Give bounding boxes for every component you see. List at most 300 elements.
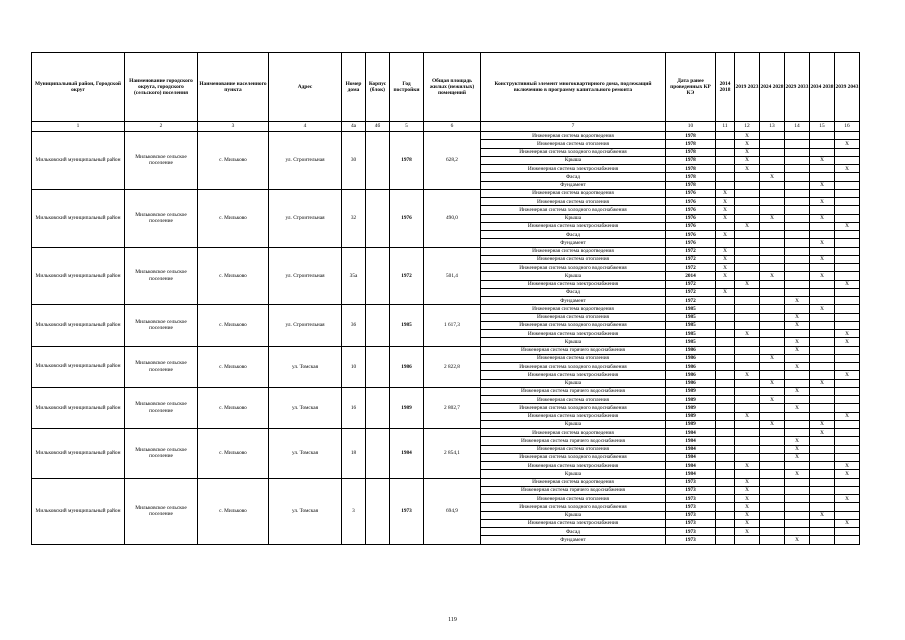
period-mark-cell (735, 396, 760, 404)
period-mark-cell (760, 132, 785, 140)
period-mark-cell (716, 445, 735, 453)
period-mark-cell (716, 486, 735, 494)
house-number-cell: 30 (342, 132, 366, 190)
prev-repair-date-cell: 1973 (666, 511, 716, 519)
district-cell: Мильковский муниципальный район (32, 478, 125, 544)
period-mark-cell (760, 297, 785, 305)
period-mark-cell (835, 528, 860, 536)
prev-repair-date-cell: 1985 (666, 338, 716, 346)
prev-repair-date-cell: 1976 (666, 231, 716, 239)
house-number-cell: 36 (342, 305, 366, 346)
period-mark-cell (835, 297, 860, 305)
prev-repair-date-cell: 1973 (666, 495, 716, 503)
district-cell: Мильковский муниципальный район (32, 247, 125, 305)
period-mark-cell: X (810, 198, 835, 206)
element-name-cell: Инженерная система водоотведения (481, 305, 666, 313)
period-mark-cell (760, 371, 785, 379)
period-mark-cell (716, 363, 735, 371)
element-name-cell: Инженерная система электроснабжения (481, 412, 666, 420)
period-mark-cell (735, 239, 760, 247)
column-number: 4 (269, 122, 342, 132)
street-cell: ул. Томская (269, 429, 342, 479)
period-mark-cell (785, 495, 810, 503)
period-mark-cell (810, 437, 835, 445)
column-number: 4б (366, 122, 390, 132)
period-mark-cell (760, 280, 785, 288)
period-mark-cell (735, 198, 760, 206)
period-mark-cell (716, 519, 735, 527)
house-number-cell: 10 (342, 346, 366, 387)
settlement-cell: Мильковское сельское поселение (125, 387, 198, 428)
prev-repair-date-cell: 1972 (666, 255, 716, 263)
column-number: 3 (198, 122, 269, 132)
district-cell: Мильковский муниципальный район (32, 387, 125, 428)
period-mark-cell: X (716, 288, 735, 296)
period-mark-cell: X (835, 462, 860, 470)
period-mark-cell (760, 321, 785, 329)
element-name-cell: Инженерная система горячего водоснабжения (481, 346, 666, 354)
period-mark-cell (810, 486, 835, 494)
element-name-cell: Инженерная система холодного водоснабжения (481, 264, 666, 272)
locality-cell: с. Мильково (198, 429, 269, 479)
period-mark-cell: X (716, 198, 735, 206)
period-mark-cell (735, 272, 760, 280)
building-cell (366, 305, 390, 346)
period-mark-cell (716, 470, 735, 478)
period-mark-cell (785, 528, 810, 536)
period-mark-cell (760, 503, 785, 511)
period-mark-cell (835, 313, 860, 321)
period-mark-cell (716, 321, 735, 329)
period-mark-cell (716, 396, 735, 404)
period-mark-cell (835, 148, 860, 156)
period-mark-cell (760, 206, 785, 214)
period-mark-cell (785, 132, 810, 140)
period-mark-cell (785, 371, 810, 379)
table-row (32, 247, 860, 255)
period-mark-cell (716, 379, 735, 387)
period-mark-cell: X (810, 429, 835, 437)
period-mark-cell (785, 148, 810, 156)
prev-repair-date-cell: 1976 (666, 189, 716, 197)
period-mark-cell (785, 264, 810, 272)
period-mark-cell: X (785, 470, 810, 478)
period-mark-cell (835, 354, 860, 362)
period-mark-cell (810, 462, 835, 470)
build-year-cell: 1989 (390, 387, 424, 428)
settlement-cell: Мильковское сельское поселение (125, 478, 198, 544)
period-mark-cell: X (735, 140, 760, 148)
area-cell: 694,9 (424, 478, 481, 544)
column-number: 10 (666, 122, 716, 132)
building-cell (366, 387, 390, 428)
street-cell: ул. Строительная (269, 132, 342, 190)
element-name-cell: Инженерная система отопления (481, 445, 666, 453)
element-name-cell: Инженерная система горячего водоснабжения (481, 387, 666, 395)
build-year-cell: 1985 (390, 305, 424, 346)
period-mark-cell (835, 321, 860, 329)
period-mark-cell (785, 503, 810, 511)
period-mark-cell (760, 288, 785, 296)
period-mark-cell: X (835, 222, 860, 230)
period-mark-cell (760, 346, 785, 354)
period-mark-cell: X (716, 272, 735, 280)
period-mark-cell: X (716, 206, 735, 214)
prev-repair-date-cell: 1973 (666, 478, 716, 486)
period-mark-cell (785, 396, 810, 404)
period-mark-cell (716, 297, 735, 305)
period-mark-cell (735, 247, 760, 255)
period-mark-cell: X (785, 445, 810, 453)
build-year-cell: 1986 (390, 346, 424, 387)
period-mark-cell (760, 156, 785, 164)
settlement-cell: Мильковское сельское поселение (125, 305, 198, 346)
header-settlement: Наименование городского округа, городского (сельского) поселения (125, 53, 198, 122)
period-mark-cell (785, 330, 810, 338)
period-mark-cell (835, 404, 860, 412)
building-cell (366, 132, 390, 190)
period-mark-cell (785, 239, 810, 247)
period-mark-cell (785, 272, 810, 280)
prev-repair-date-cell: 1978 (666, 148, 716, 156)
period-mark-cell (810, 346, 835, 354)
period-mark-cell (716, 495, 735, 503)
prev-repair-date-cell: 1978 (666, 165, 716, 173)
header-address: Адрес (269, 53, 342, 122)
column-number: 15 (810, 122, 835, 132)
period-mark-cell (810, 478, 835, 486)
element-name-cell: Инженерная система электроснабжения (481, 519, 666, 527)
period-mark-cell (785, 206, 810, 214)
street-cell: ул. Томская (269, 387, 342, 428)
period-mark-cell: X (735, 528, 760, 536)
prev-repair-date-cell: 1976 (666, 239, 716, 247)
element-name-cell: Инженерная система холодного водоснабжения (481, 148, 666, 156)
period-mark-cell (716, 330, 735, 338)
period-mark-cell: X (785, 313, 810, 321)
prev-repair-date-cell: 1984 (666, 470, 716, 478)
period-mark-cell (835, 189, 860, 197)
period-mark-cell: X (735, 132, 760, 140)
period-mark-cell: X (716, 189, 735, 197)
period-mark-cell: X (785, 437, 810, 445)
house-number-cell: 18 (342, 429, 366, 479)
period-mark-cell (735, 181, 760, 189)
period-mark-cell: X (735, 412, 760, 420)
element-name-cell: Инженерная система отопления (481, 198, 666, 206)
element-name-cell: Инженерная система горячего водоснабжения (481, 437, 666, 445)
period-mark-cell (716, 165, 735, 173)
period-mark-cell (785, 462, 810, 470)
period-mark-cell (810, 148, 835, 156)
period-mark-cell (835, 420, 860, 428)
period-mark-cell: X (760, 420, 785, 428)
street-cell: ул. Томская (269, 346, 342, 387)
period-mark-cell (760, 222, 785, 230)
element-name-cell: Инженерная система отопления (481, 354, 666, 362)
period-mark-cell (760, 330, 785, 338)
prev-repair-date-cell: 2014 (666, 272, 716, 280)
element-name-cell: Фундамент (481, 239, 666, 247)
period-mark-cell (835, 132, 860, 140)
prev-repair-date-cell: 1984 (666, 429, 716, 437)
header-element: Конструктивный элемент многоквартирного дома, подлежащий включению в программу капитального ремонта (481, 53, 666, 122)
element-name-cell: Инженерная система отопления (481, 255, 666, 263)
period-mark-cell (785, 231, 810, 239)
period-mark-cell (760, 363, 785, 371)
column-number-row (32, 122, 860, 132)
column-number: 4а (342, 122, 366, 132)
house-number-cell: 3 (342, 478, 366, 544)
period-mark-cell (716, 239, 735, 247)
period-mark-cell: X (735, 222, 760, 230)
street-cell: ул. Строительная (269, 189, 342, 247)
table-row (32, 305, 860, 313)
period-mark-cell (735, 288, 760, 296)
element-name-cell: Инженерная система электроснабжения (481, 330, 666, 338)
period-mark-cell: X (716, 247, 735, 255)
area-cell: 2 822,8 (424, 346, 481, 387)
period-mark-cell (785, 181, 810, 189)
period-mark-cell (835, 453, 860, 461)
period-mark-cell: X (810, 239, 835, 247)
period-mark-cell (760, 478, 785, 486)
period-mark-cell: X (835, 412, 860, 420)
district-cell: Мильковский муниципальный район (32, 305, 125, 346)
period-mark-cell (716, 222, 735, 230)
period-mark-cell (810, 330, 835, 338)
element-name-cell: Фасад (481, 528, 666, 536)
period-mark-cell (735, 338, 760, 346)
period-mark-cell (835, 379, 860, 387)
period-mark-cell (810, 280, 835, 288)
element-name-cell: Инженерная система электроснабжения (481, 222, 666, 230)
period-mark-cell (810, 536, 835, 544)
period-mark-cell (810, 173, 835, 181)
period-mark-cell (760, 148, 785, 156)
element-name-cell: Фасад (481, 231, 666, 239)
area-cell: 2 854,1 (424, 429, 481, 479)
period-mark-cell: X (785, 363, 810, 371)
period-mark-cell (760, 404, 785, 412)
period-mark-cell (735, 305, 760, 313)
prev-repair-date-cell: 1986 (666, 354, 716, 362)
period-mark-cell (810, 503, 835, 511)
period-mark-cell (785, 173, 810, 181)
period-mark-cell (785, 255, 810, 263)
element-name-cell: Фасад (481, 173, 666, 181)
prev-repair-date-cell: 1973 (666, 528, 716, 536)
period-mark-cell (760, 445, 785, 453)
prev-repair-date-cell: 1985 (666, 313, 716, 321)
period-mark-cell (760, 239, 785, 247)
header-period-6: 2039 2043 (835, 53, 860, 122)
period-mark-cell (835, 429, 860, 437)
period-mark-cell (835, 156, 860, 164)
period-mark-cell (760, 198, 785, 206)
period-mark-cell (835, 346, 860, 354)
period-mark-cell (785, 140, 810, 148)
period-mark-cell (835, 486, 860, 494)
period-mark-cell (735, 470, 760, 478)
period-mark-cell (810, 453, 835, 461)
element-name-cell: Фундамент (481, 297, 666, 305)
period-mark-cell: X (785, 404, 810, 412)
period-mark-cell (760, 387, 785, 395)
period-mark-cell (760, 140, 785, 148)
period-mark-cell (760, 470, 785, 478)
period-mark-cell (716, 280, 735, 288)
house-number-cell: 32 (342, 189, 366, 247)
column-number: 6 (424, 122, 481, 132)
area-cell: 501,4 (424, 247, 481, 305)
period-mark-cell: X (735, 503, 760, 511)
period-mark-cell (735, 536, 760, 544)
element-name-cell: Крыша (481, 156, 666, 164)
period-mark-cell (810, 222, 835, 230)
period-mark-cell (835, 231, 860, 239)
prev-repair-date-cell: 1973 (666, 503, 716, 511)
period-mark-cell (735, 313, 760, 321)
prev-repair-date-cell: 1986 (666, 363, 716, 371)
period-mark-cell: X (835, 330, 860, 338)
period-mark-cell (716, 478, 735, 486)
table-row (32, 429, 860, 437)
table-row (32, 478, 860, 486)
element-name-cell: Инженерная система электроснабжения (481, 371, 666, 379)
period-mark-cell: X (735, 330, 760, 338)
period-mark-cell (716, 346, 735, 354)
period-mark-cell (760, 264, 785, 272)
period-mark-cell (735, 429, 760, 437)
prev-repair-date-cell: 1989 (666, 412, 716, 420)
header-locality: Наименование населенного пункта (198, 53, 269, 122)
area-cell: 2 802,7 (424, 387, 481, 428)
period-mark-cell (835, 478, 860, 486)
period-mark-cell: X (835, 165, 860, 173)
district-cell: Мильковский муниципальный район (32, 346, 125, 387)
period-mark-cell (785, 247, 810, 255)
locality-cell: с. Мильково (198, 305, 269, 346)
period-mark-cell (810, 338, 835, 346)
period-mark-cell (760, 495, 785, 503)
prev-repair-date-cell: 1973 (666, 519, 716, 527)
period-mark-cell (835, 206, 860, 214)
period-mark-cell (735, 437, 760, 445)
period-mark-cell: X (735, 519, 760, 527)
period-mark-cell (785, 189, 810, 197)
period-mark-cell (735, 420, 760, 428)
element-name-cell: Крыша (481, 420, 666, 428)
period-mark-cell (760, 255, 785, 263)
period-mark-cell (760, 412, 785, 420)
district-cell: Мильковский муниципальный район (32, 189, 125, 247)
period-mark-cell: X (835, 371, 860, 379)
prev-repair-date-cell: 1976 (666, 214, 716, 222)
period-mark-cell (810, 445, 835, 453)
period-mark-cell (785, 420, 810, 428)
capital-repair-table (31, 52, 860, 545)
locality-cell: с. Мильково (198, 189, 269, 247)
district-cell: Мильковский муниципальный район (32, 132, 125, 190)
locality-cell: с. Мильково (198, 346, 269, 387)
period-mark-cell (835, 396, 860, 404)
period-mark-cell (735, 404, 760, 412)
period-mark-cell (835, 198, 860, 206)
table-body (32, 132, 860, 545)
prev-repair-date-cell: 1985 (666, 305, 716, 313)
header-period-5: 2034 2038 (810, 53, 835, 122)
prev-repair-date-cell: 1973 (666, 486, 716, 494)
area-cell: 628,2 (424, 132, 481, 190)
period-mark-cell (716, 387, 735, 395)
period-mark-cell (785, 198, 810, 206)
period-mark-cell (785, 429, 810, 437)
period-mark-cell (760, 247, 785, 255)
period-mark-cell (810, 470, 835, 478)
element-name-cell: Инженерная система холодного водоснабжения (481, 363, 666, 371)
locality-cell: с. Мильково (198, 387, 269, 428)
page-number: 119 (448, 617, 457, 623)
period-mark-cell (716, 536, 735, 544)
header-period-3: 2024 2028 (760, 53, 785, 122)
period-mark-cell (716, 437, 735, 445)
prev-repair-date-cell: 1978 (666, 132, 716, 140)
period-mark-cell: X (835, 280, 860, 288)
period-mark-cell (785, 288, 810, 296)
period-mark-cell (716, 453, 735, 461)
period-mark-cell (785, 478, 810, 486)
period-mark-cell: X (735, 165, 760, 173)
header-period-4: 2029 2033 (785, 53, 810, 122)
period-mark-cell (785, 222, 810, 230)
document-page (31, 52, 859, 545)
house-number-cell: 35а (342, 247, 366, 305)
element-name-cell: Инженерная система холодного водоснабжения (481, 453, 666, 461)
build-year-cell: 1978 (390, 132, 424, 190)
period-mark-cell: X (735, 371, 760, 379)
settlement-cell: Мильковское сельское поселение (125, 429, 198, 479)
element-name-cell: Инженерная система отопления (481, 396, 666, 404)
period-mark-cell: X (810, 420, 835, 428)
prev-repair-date-cell: 1973 (666, 536, 716, 544)
header-prev-repair: Дата ранее проведенных КР КЭ (666, 53, 716, 122)
period-mark-cell (735, 346, 760, 354)
period-mark-cell (716, 354, 735, 362)
period-mark-cell: X (835, 519, 860, 527)
prev-repair-date-cell: 1972 (666, 280, 716, 288)
period-mark-cell (716, 181, 735, 189)
period-mark-cell (716, 156, 735, 164)
period-mark-cell (735, 354, 760, 362)
period-mark-cell (835, 272, 860, 280)
period-mark-cell: X (735, 478, 760, 486)
header-district: Муниципальный район, Городской округ (32, 53, 125, 122)
period-mark-cell (835, 255, 860, 263)
period-mark-cell: X (760, 379, 785, 387)
period-mark-cell (735, 445, 760, 453)
period-mark-cell (810, 189, 835, 197)
element-name-cell: Крыша (481, 214, 666, 222)
element-name-cell: Инженерная система электроснабжения (481, 280, 666, 288)
element-name-cell: Фундамент (481, 536, 666, 544)
period-mark-cell (735, 453, 760, 461)
element-name-cell: Инженерная система холодного водоснабжения (481, 404, 666, 412)
period-mark-cell (810, 404, 835, 412)
locality-cell: с. Мильково (198, 132, 269, 190)
period-mark-cell (716, 148, 735, 156)
prev-repair-date-cell: 1989 (666, 404, 716, 412)
